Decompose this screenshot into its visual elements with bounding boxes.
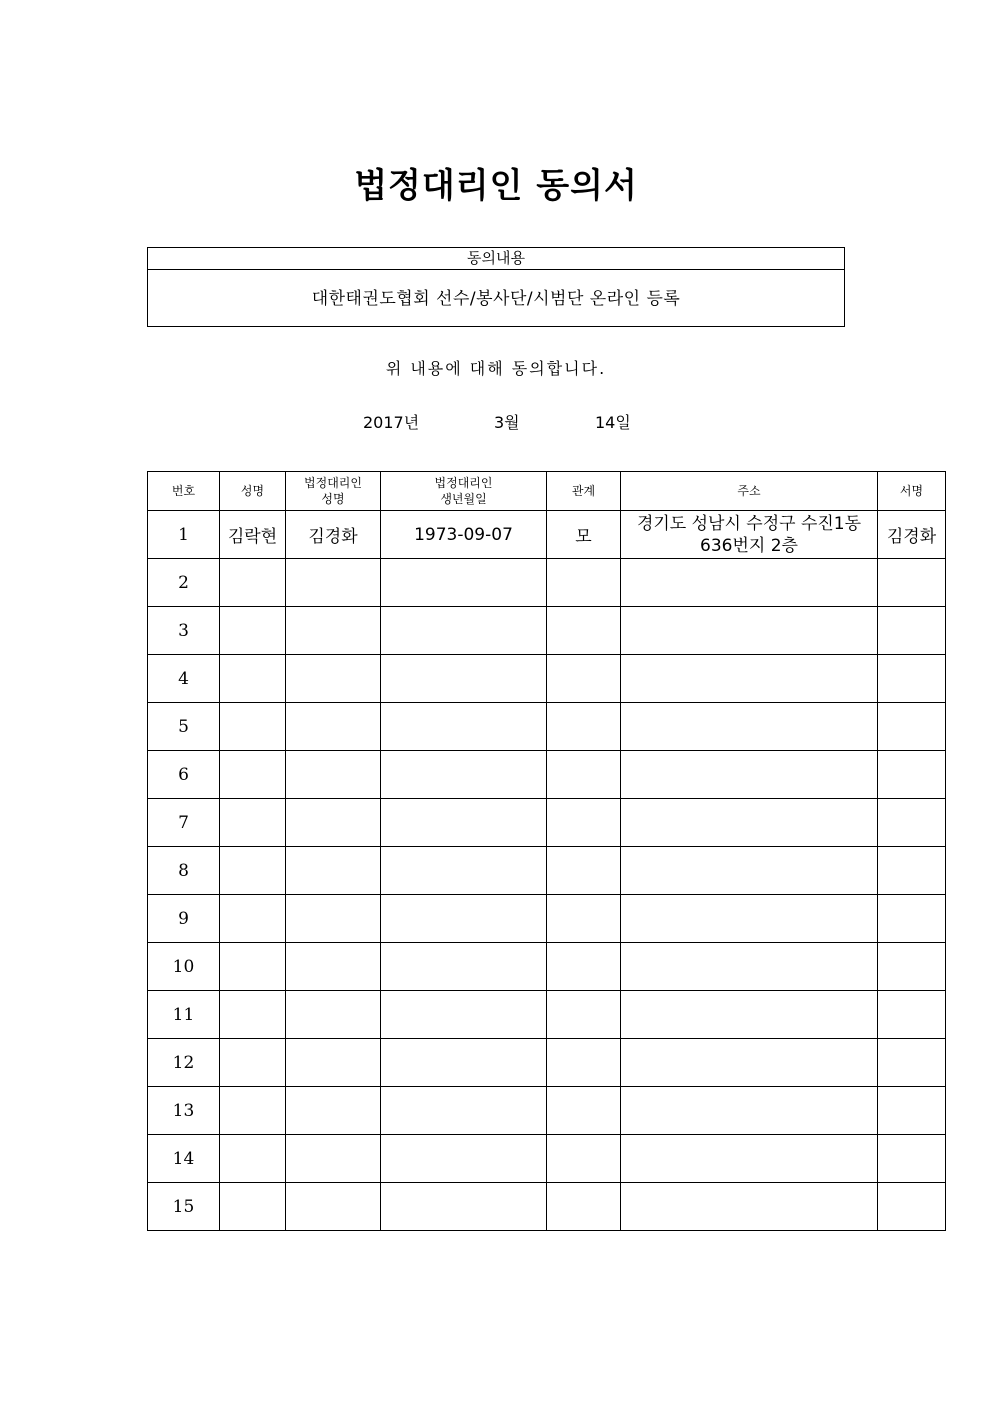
row-name (220, 895, 286, 943)
row-address (621, 1039, 878, 1087)
row-number: 4 (148, 655, 220, 703)
row-guardian-name (286, 703, 381, 751)
header-guardian-birth-line1: 법정대리인 (434, 476, 493, 490)
row-address (621, 655, 878, 703)
header-relation: 관계 (547, 472, 621, 511)
row-name (220, 799, 286, 847)
row-address (621, 799, 878, 847)
row-signature (878, 751, 946, 799)
row-guardian-name (286, 799, 381, 847)
consent-box (147, 247, 845, 327)
row-number: 6 (148, 751, 220, 799)
row-guardian-birth: 1973-09-07 (381, 511, 547, 559)
registration-table (147, 471, 946, 1231)
row-relation (547, 1087, 621, 1135)
row-address (621, 1135, 878, 1183)
row-guardian-birth (381, 559, 547, 607)
row-address (621, 895, 878, 943)
row-guardian-birth (381, 751, 547, 799)
row-name (220, 991, 286, 1039)
row-signature: 김경화 (878, 511, 946, 559)
row-guardian-birth (381, 943, 547, 991)
table-row (148, 991, 946, 1039)
table-row (148, 703, 946, 751)
row-name (220, 655, 286, 703)
row-address (621, 1183, 878, 1231)
row-number: 15 (148, 1183, 220, 1231)
row-guardian-name (286, 559, 381, 607)
table-row (148, 511, 946, 559)
row-guardian-birth (381, 1183, 547, 1231)
row-signature (878, 1087, 946, 1135)
row-guardian-name (286, 895, 381, 943)
row-guardian-name (286, 991, 381, 1039)
row-guardian-birth (381, 1039, 547, 1087)
row-address (621, 943, 878, 991)
date-month: 3월 (494, 413, 520, 432)
row-signature (878, 1183, 946, 1231)
row-address (621, 1087, 878, 1135)
row-address (621, 607, 878, 655)
row-number: 13 (148, 1087, 220, 1135)
row-signature (878, 607, 946, 655)
row-signature (878, 799, 946, 847)
row-relation (547, 703, 621, 751)
row-number: 3 (148, 607, 220, 655)
header-guardian-name-line1: 법정대리인 (304, 476, 362, 490)
row-guardian-name (286, 847, 381, 895)
row-address (621, 559, 878, 607)
table-row (148, 847, 946, 895)
row-relation (547, 655, 621, 703)
row-name (220, 559, 286, 607)
row-number: 2 (148, 559, 220, 607)
row-guardian-name (286, 751, 381, 799)
row-relation (547, 847, 621, 895)
row-relation: 모 (547, 511, 621, 559)
row-number: 7 (148, 799, 220, 847)
row-guardian-name (286, 943, 381, 991)
row-name (220, 751, 286, 799)
consent-content: 대한태권도협회 선수/봉사단/시범단 온라인 등록 (311, 289, 681, 309)
row-guardian-birth (381, 799, 547, 847)
row-number: 11 (148, 991, 220, 1039)
row-guardian-birth (381, 703, 547, 751)
row-name (220, 607, 286, 655)
row-guardian-birth (381, 1135, 547, 1183)
row-signature (878, 559, 946, 607)
row-signature (878, 655, 946, 703)
header-guardian-birth-line2: 생년월일 (440, 492, 487, 506)
row-relation (547, 559, 621, 607)
row-signature (878, 1039, 946, 1087)
row-guardian-name (286, 1135, 381, 1183)
date-day: 14일 (595, 413, 631, 432)
row-relation (547, 1183, 621, 1231)
table-row (148, 895, 946, 943)
agreement-statement: 위 내용에 대해 동의합니다. (385, 359, 607, 378)
table-row (148, 559, 946, 607)
row-relation (547, 751, 621, 799)
row-number: 12 (148, 1039, 220, 1087)
row-relation (547, 799, 621, 847)
header-guardian-birth (381, 472, 547, 511)
row-relation (547, 1039, 621, 1087)
row-address (621, 991, 878, 1039)
row-number: 14 (148, 1135, 220, 1183)
row-number: 1 (148, 511, 220, 559)
row-address (621, 511, 878, 559)
row-name: 김락현 (220, 511, 286, 559)
row-address-line2: 636번지 2층 (700, 535, 798, 556)
row-number: 10 (148, 943, 220, 991)
document-title: 법정대리인 동의서 (354, 166, 638, 206)
table-row (148, 1183, 946, 1231)
row-guardian-name: 김경화 (286, 511, 381, 559)
row-guardian-birth (381, 655, 547, 703)
row-address (621, 847, 878, 895)
table-row (148, 607, 946, 655)
row-name (220, 1135, 286, 1183)
row-relation (547, 895, 621, 943)
row-guardian-birth (381, 1087, 547, 1135)
row-guardian-name (286, 1183, 381, 1231)
table-row (148, 1087, 946, 1135)
row-number: 5 (148, 703, 220, 751)
row-name (220, 1087, 286, 1135)
row-guardian-name (286, 1039, 381, 1087)
table-row (148, 751, 946, 799)
row-address-line1: 경기도 성남시 수정구 수진1동 (636, 513, 862, 534)
row-signature (878, 895, 946, 943)
row-guardian-birth (381, 847, 547, 895)
row-address (621, 751, 878, 799)
row-name (220, 943, 286, 991)
row-guardian-name (286, 607, 381, 655)
table-row (148, 799, 946, 847)
table-header-row (148, 472, 946, 511)
row-relation (547, 943, 621, 991)
row-signature (878, 1135, 946, 1183)
row-signature (878, 703, 946, 751)
row-name (220, 847, 286, 895)
table-row (148, 943, 946, 991)
row-guardian-name (286, 655, 381, 703)
row-number: 8 (148, 847, 220, 895)
consent-header: 동의내용 (148, 248, 844, 270)
row-name (220, 1183, 286, 1231)
row-guardian-birth (381, 895, 547, 943)
row-relation (547, 1135, 621, 1183)
row-relation (547, 991, 621, 1039)
table-row (148, 1039, 946, 1087)
row-signature (878, 847, 946, 895)
header-name: 성명 (220, 472, 286, 511)
row-address (621, 703, 878, 751)
row-relation (547, 607, 621, 655)
row-guardian-birth (381, 991, 547, 1039)
row-name (220, 703, 286, 751)
row-name (220, 1039, 286, 1087)
table-row (148, 1135, 946, 1183)
header-address: 주소 (621, 472, 878, 511)
table-row (148, 655, 946, 703)
row-guardian-name (286, 1087, 381, 1135)
header-no: 번호 (148, 472, 220, 511)
row-signature (878, 991, 946, 1039)
row-number: 9 (148, 895, 220, 943)
row-guardian-birth (381, 607, 547, 655)
header-guardian-name-line2: 성명 (321, 492, 345, 506)
header-guardian-name (286, 472, 381, 511)
header-signature: 서명 (878, 472, 946, 511)
date-year: 2017년 (363, 413, 420, 432)
row-signature (878, 943, 946, 991)
